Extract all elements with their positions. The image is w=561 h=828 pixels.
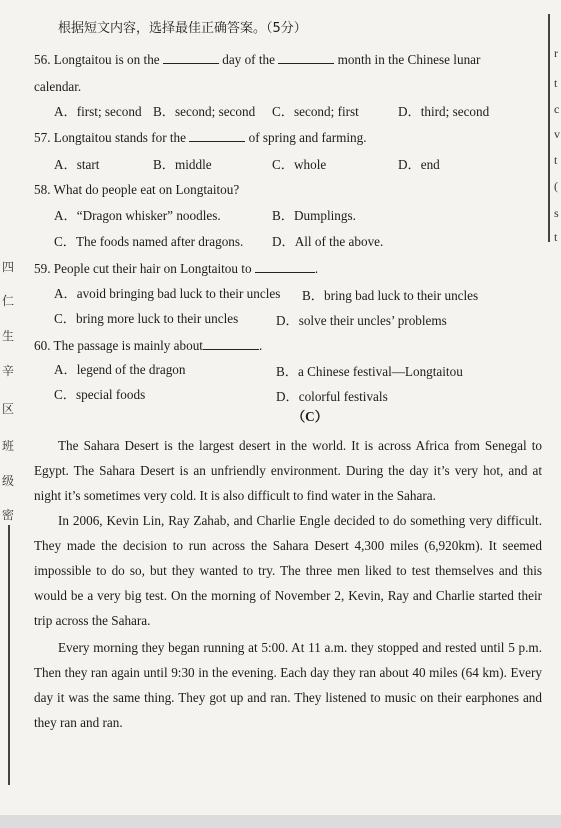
paragraph-text: The Sahara Desert is the largest desert in the world. It is across Africa from Senegal to Egypt. The Sahara Desert is an unfriendly environment. During the day it’s very hot, and at night it’s sometimes very cold. It is also difficult to find water in the Sahara. — [34, 438, 542, 503]
option-c: C．special foods — [54, 387, 146, 402]
answer-blank — [189, 129, 245, 142]
option-a: A．start — [54, 157, 100, 172]
margin-char: 仁 — [2, 294, 15, 308]
question-number: 59. — [34, 261, 51, 276]
option-c: C．whole — [272, 157, 327, 172]
margin-char: v — [554, 127, 560, 141]
question-number: 57. — [34, 130, 51, 145]
margin-char: t — [554, 153, 558, 167]
passage-paragraph — [34, 508, 542, 633]
stem-part: . — [314, 261, 319, 276]
option-d: D．end — [398, 157, 440, 172]
answer-blank — [278, 51, 334, 64]
margin-char: 级 — [2, 474, 15, 488]
question-56-cont: calendar. — [34, 79, 82, 94]
margin-char: 区 — [2, 402, 15, 416]
option-a: A．“Dragon whisker” noodles. — [54, 208, 221, 223]
passage-paragraph — [34, 635, 542, 735]
option-c: C．The foods named after dragons. — [54, 234, 244, 249]
margin-char: s — [554, 206, 559, 220]
instruction-text: 根据短文内容，选择最佳正确答案。（5分） — [58, 21, 307, 36]
stem-part: day of the — [218, 52, 279, 67]
stem-part: Longtaitou stands for the — [53, 130, 190, 145]
answer-blank — [203, 337, 259, 350]
binding-line — [8, 525, 10, 785]
option-a: A．legend of the dragon — [54, 362, 186, 377]
question-59 — [34, 260, 318, 277]
stem-text: What do people eat on Longtaitou? — [53, 182, 240, 197]
option-b: B．bring bad luck to their uncles — [302, 288, 479, 303]
passage-paragraph — [34, 433, 542, 508]
question-number: 58. — [34, 182, 51, 197]
stem-part: The passage is mainly about — [53, 338, 203, 353]
question-56 — [34, 51, 480, 68]
answer-blank — [255, 260, 315, 273]
option-a: A．first; second — [54, 104, 142, 119]
option-b: B．Dumplings. — [272, 208, 356, 223]
margin-char: 四 — [2, 260, 15, 274]
option-d: D．colorful festivals — [276, 389, 388, 404]
option-d: D．All of the above. — [272, 234, 384, 249]
stem-part: month in the Chinese lunar — [334, 52, 481, 67]
question-number: 56. — [34, 52, 51, 67]
margin-char: c — [554, 102, 560, 116]
stem-part: . — [258, 338, 263, 353]
question-number: 60. — [34, 338, 51, 353]
right-edge-line — [548, 14, 550, 242]
paragraph-text: In 2006, Kevin Lin, Ray Zahab, and Charlie Engle decided to do something very difficult. They made the decision to run across the Sahara Desert 4,300 miles (6,920km). It seemed impossible to do so, but they wanted to try. The three men liked to test themselves and this would be a very big test. On the morning of November 2, Kevin, Ray and Charlie started their trip across the Sahara. — [34, 513, 542, 628]
margin-char: 辛 — [2, 364, 15, 378]
margin-char: 生 — [2, 329, 15, 343]
option-a: A．avoid bringing bad luck to their uncles — [54, 286, 281, 301]
stem-part: of spring and farming. — [245, 130, 367, 145]
option-c: C．bring more luck to their uncles — [54, 311, 239, 326]
question-57 — [34, 129, 367, 146]
option-b: B．second; second — [153, 104, 256, 119]
margin-char: 班 — [2, 439, 15, 453]
scan-bottom-strip — [0, 815, 561, 828]
stem-part: Longtaitou is on the — [53, 52, 163, 67]
option-b: B．a Chinese festival—Longtaitou — [276, 364, 463, 379]
answer-blank — [163, 51, 219, 64]
question-60 — [34, 337, 262, 354]
margin-char: t — [554, 76, 558, 90]
margin-char: ( — [554, 179, 558, 193]
option-c: C．second; first — [272, 104, 359, 119]
section-label: （C） — [292, 409, 328, 424]
stem-part: People cut their hair on Longtaitou to — [53, 261, 255, 276]
margin-char: r — [554, 46, 558, 60]
option-d: D．third; second — [398, 104, 490, 119]
margin-char: t — [554, 230, 558, 244]
option-b: B．middle — [153, 157, 212, 172]
margin-char: 密 — [2, 508, 15, 522]
question-58 — [34, 182, 239, 198]
option-d: D．solve their uncles’ problems — [276, 313, 447, 328]
paragraph-text: Every morning they began running at 5:00. At 11 a.m. they stopped and rested until 5 p.m. Then they ran again until 9:30 in the evening. Each day they ran about 40 miles (64 km). Every day it was the same thing. They got up and ran. They listened to music on their earphones and they ran and ran. — [34, 640, 542, 730]
